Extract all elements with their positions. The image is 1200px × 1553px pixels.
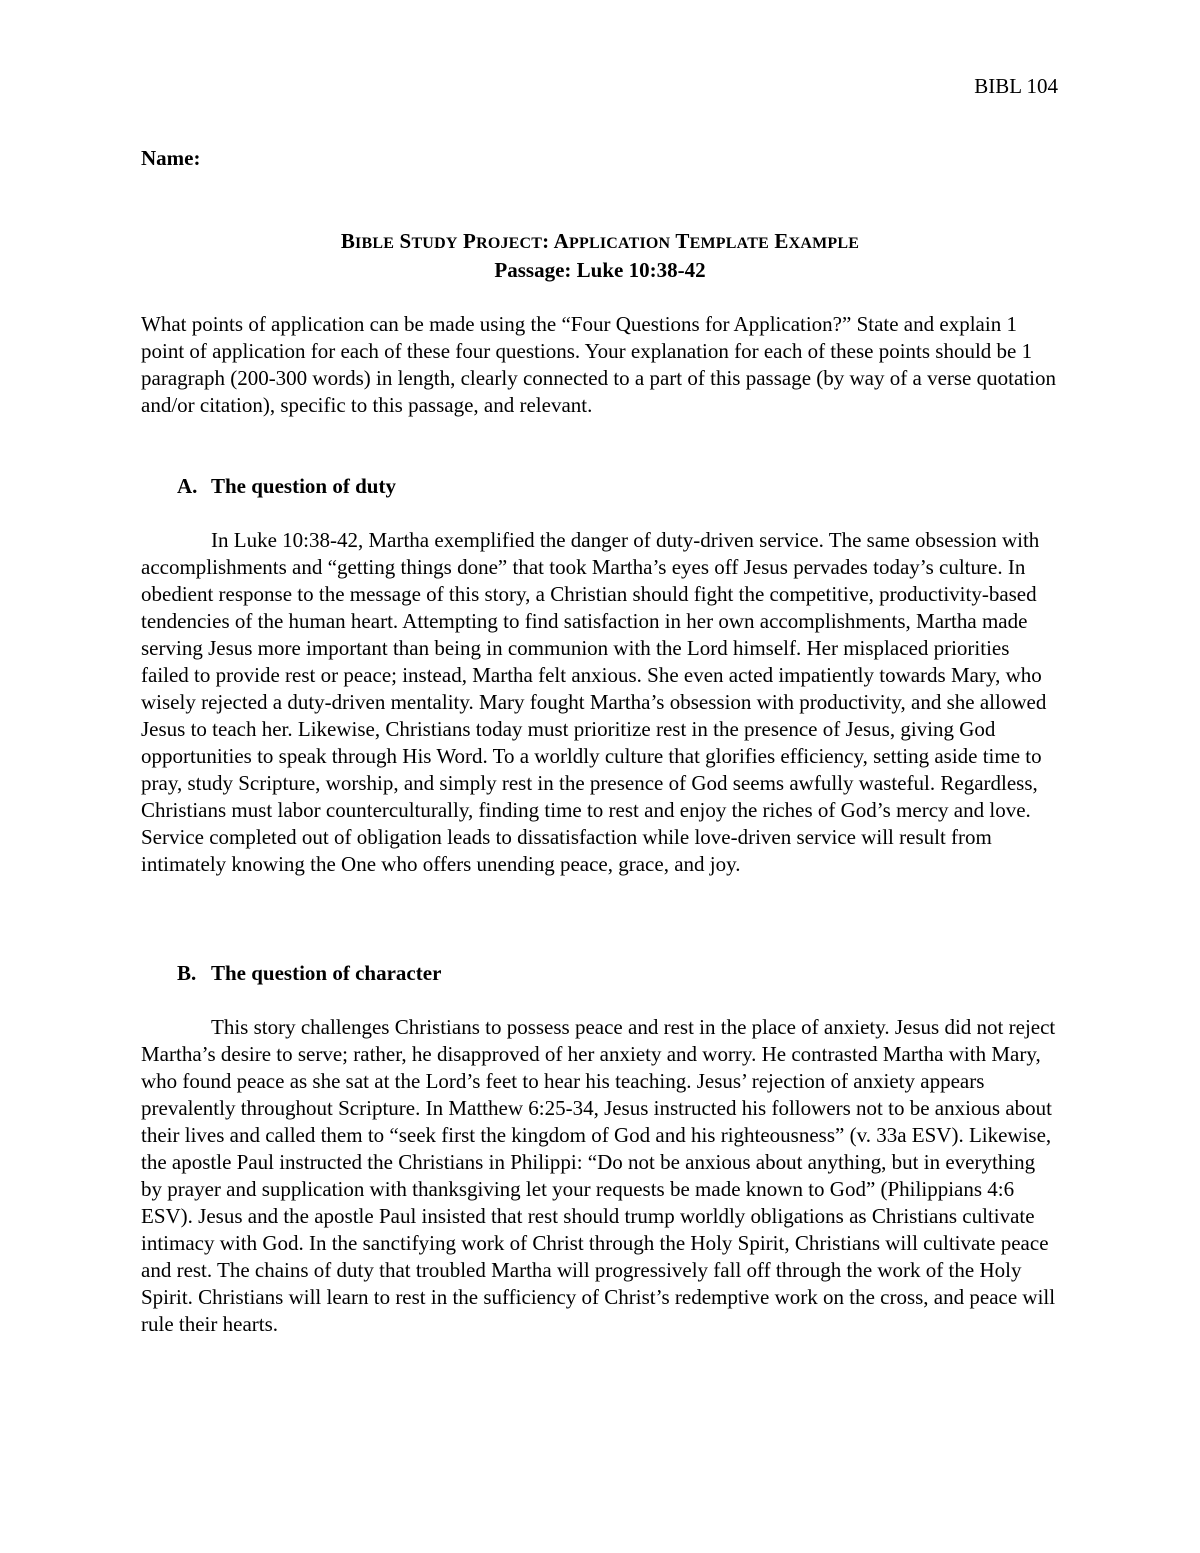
title-colon: :	[542, 229, 550, 253]
section-title: The question of character	[211, 961, 442, 985]
title-w5-rest: EMPLATE	[689, 235, 769, 252]
intro-paragraph: What points of application can be made using the “Four Questions for Application?” State and explain 1 point of application for each of these four questions. Your explanation for each of these points should be 1 paragraph (200-300 words) in length, clearly connected to a part of this passage (by way of a verse quotation and/or citation), specific to this passage, and relevant.	[141, 312, 1056, 417]
section-letter: A.	[177, 474, 198, 498]
passage-reference: Passage: Luke 10:38-42	[494, 258, 706, 282]
title-w4-rest: PPLICATION	[569, 235, 671, 252]
title-w2-cap: S	[399, 229, 412, 253]
title-w2-rest: TUDY	[411, 235, 458, 252]
section-body-a: In Luke 10:38-42, Martha exemplified the danger of duty-driven service. The same obsession with accomplishments and “getting things done” that took Martha’s eyes off Jesus pervades today’s culture. In obedient response to the message of this story, a Christian should fight the competitive, productivity-based tendencies of the human heart. Attempting to find satisfaction in her own accomplishments, Martha made serving Jesus more important than being in communion with the Lord himself. Her misplaced priorities failed to provide rest or peace; instead, Martha felt anxious. She even acted impatiently towards Mary, who wisely rejected a duty-driven mentality. Mary fought Martha’s obsession with productivity, and she allowed Jesus to teach her. Likewise, Christians today must prioritize rest in the presence of Jesus, giving God opportunities to speak through His Word. To a worldly culture that glorifies efficiency, setting aside time to pray, study Scripture, worship, and simply rest in the presence of God seems awfully wasteful. Regardless, Christians must labor counterculturally, finding time to rest and enjoy the riches of God’s mercy and love. Service completed out of obligation leads to dissatisfaction while love-driven service will result from intimately knowing the One who offers unending peace, grace, and joy.	[141, 528, 1047, 876]
section-letter: B.	[177, 961, 197, 985]
title-block	[141, 228, 1059, 284]
section-heading-a	[177, 473, 396, 500]
name-label: Name:	[141, 146, 201, 170]
title-w4-cap: A	[553, 229, 570, 253]
course-code: BIBL 104	[974, 74, 1058, 98]
section-heading-b	[177, 960, 441, 987]
title-w1-rest: IBLE	[355, 235, 395, 252]
section-title: The question of duty	[211, 474, 396, 498]
section-body-b: This story challenges Christians to possess peace and rest in the place of anxiety. Jesus did not reject Martha’s desire to serve; rather, he disapproved of her anxiety and worry. He contrasted Martha with Mary, who found peace as she sat at the Lord’s feet to hear his teaching. Jesus’ rejection of anxiety appears prevalently throughout Scripture. In Matthew 6:25-34, Jesus instructed his followers not to be anxious about their lives and called them to “seek first the kingdom of God and his righteousness” (v. 33a ESV). Likewise, the apostle Paul instructed the Christians in Philippi: “Do not be anxious about anything, but in everything by prayer and supplication with thanksgiving let your requests be made known to God” (Philippians 4:6 ESV). Jesus and the apostle Paul insisted that rest should trump worldly obligations as Christians cultivate intimacy with God. In the sanctifying work of Christ through the Holy Spirit, Christians will cultivate peace and rest. The chains of duty that troubled Martha will progressively fall off through the work of the Holy Spirit. Christians will learn to rest in the sufficiency of Christ’s redemptive work on the cross, and peace will rule their hearts.	[141, 1015, 1056, 1336]
title-w6-cap: E	[774, 229, 789, 253]
title-w3-rest: ROJECT	[476, 235, 543, 252]
title-w6-rest: XAMPLE	[788, 235, 860, 252]
title-w3-cap: P	[463, 229, 477, 253]
document-title	[141, 228, 1059, 257]
title-w5-cap: T	[675, 229, 690, 253]
title-w1-cap: B	[340, 229, 356, 253]
